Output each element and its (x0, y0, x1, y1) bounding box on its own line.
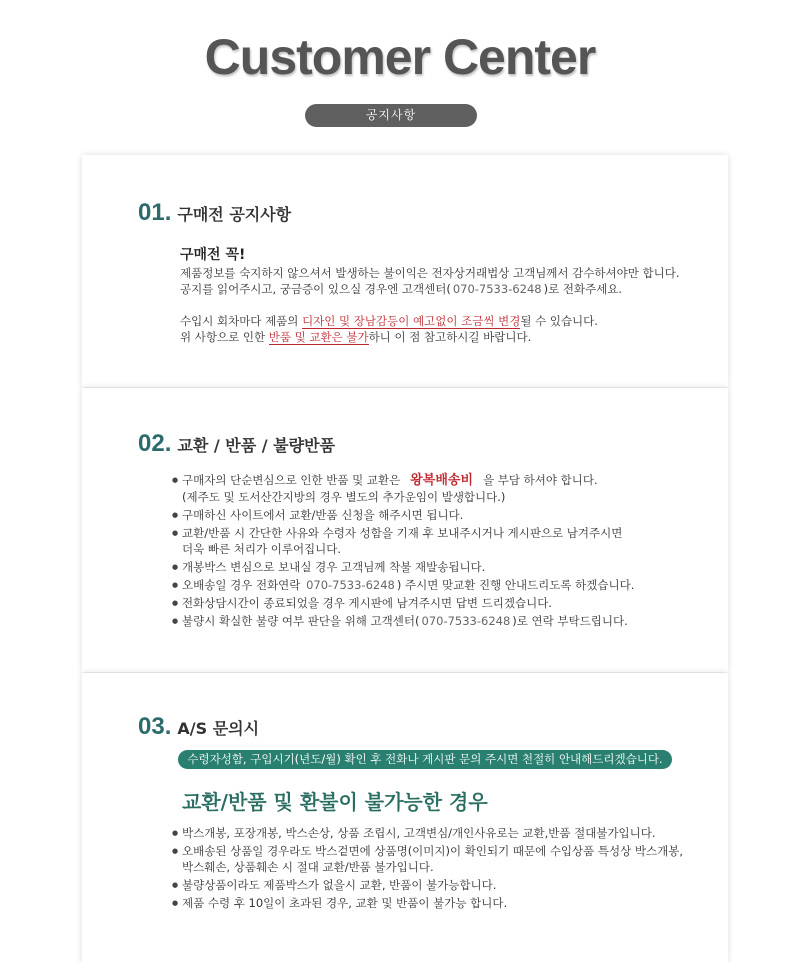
notice-text: 공지를 읽어주시고, 궁금증이 있으실 경우엔 고객센터( (180, 282, 451, 296)
list-text: 구매자의 단순변심으로 인한 반품 및 교환은 (182, 473, 401, 487)
list-item (172, 577, 634, 593)
list-item: ● 개봉박스 변심으로 보내실 경우 고객님께 착불 재발송됩니다. (172, 559, 634, 575)
list-item (172, 613, 634, 629)
notice-text: 위 사항으로 인한 (180, 330, 269, 344)
pre-purchase-notice-card (82, 155, 728, 387)
phone-number: 070-7533-6248 (452, 282, 542, 296)
list-item: ● 제품 수령 후 10일이 초과된 경우, 교환 및 반품이 불가능 합니다. (172, 895, 683, 911)
section-number: 03. (138, 713, 172, 740)
list-text: 불량시 확실한 불량 여부 판단을 위해 고객센터( (182, 614, 420, 628)
section-number: 02. (138, 430, 172, 457)
list-item (172, 472, 634, 505)
list-text: 박스훼손, 상품훼손 시 절대 교환/반품 불가입니다. (182, 860, 434, 874)
section-title: 교환 / 반품 / 불량반품 (177, 436, 335, 455)
no-return-warning: 반품 및 교환은 불가 (268, 330, 369, 344)
list-text: )로 연락 부탁드립니다. (512, 614, 628, 628)
list-text: 을 부담 하셔야 합니다. (483, 473, 598, 487)
section-title: A/S 문의시 (177, 719, 260, 738)
notice-text: 하니 이 점 참고하시길 바랍니다. (368, 330, 532, 344)
as-inquiry-card (82, 673, 728, 963)
section-heading (138, 430, 335, 458)
notice-body (180, 247, 679, 345)
list-text: 교환/반품 시 간단한 사유와 수령자 성함을 기재 후 보내주시거나 게시판으로 남겨주시면 (182, 526, 623, 540)
non-refundable-list (172, 825, 683, 913)
list-item (172, 843, 683, 875)
list-text: 더욱 빠른 처리가 이루어집니다. (182, 542, 342, 556)
exchange-policy-list (172, 472, 634, 631)
as-inquiry-banner: 수령자성함, 구입시기(년도/월) 확인 후 전화나 게시판 문의 주시면 천절히 안내해드리겠습니다. (178, 750, 672, 769)
section-title: 구매전 공지사항 (177, 205, 292, 224)
notice-line: 제품정보를 숙지하지 않으셔서 발생하는 불이익은 전자상거래법상 고객님께서 감수하셔야만 합니다. (180, 266, 680, 280)
phone-number: 070-7533-6248 (421, 614, 511, 628)
section-number: 01. (138, 199, 172, 226)
list-text: 오배송일 경우 전화연락 (182, 578, 301, 592)
exchange-return-card (82, 388, 728, 672)
list-text: (제주도 및 도서산간지방의 경우 별도의 추가운임이 발생합니다.) (182, 490, 506, 504)
non-refundable-heading: 교환/반품 및 환불이 불가능한 경우 (182, 790, 488, 814)
list-item: ● 전화상담시간이 종료되었을 경우 게시판에 남겨주시면 답변 드리겠습니다. (172, 595, 634, 611)
notice-line (180, 281, 679, 297)
list-text: ) 주시면 맞교환 진행 안내드리도록 하겠습니다. (396, 578, 635, 592)
notice-pill: 공지사항 (305, 104, 477, 127)
list-item: ● 불량상품이라도 제품박스가 없을시 교환, 반품이 불가능합니다. (172, 877, 683, 893)
notice-text: 수입시 회차마다 제품의 (180, 314, 303, 328)
list-item: ● 박스개봉, 포장개봉, 박스손상, 상품 조립시, 고객변심/개인사유로는 교환,반품 절대불가입니다. (172, 825, 683, 841)
design-change-warning: 디자인 및 장남감등이 예고없이 조금씩 변경 (302, 314, 521, 328)
notice-text: 될 수 있습니다. (520, 314, 598, 328)
phone-number: 070-7533-6248 (306, 578, 395, 592)
list-item (172, 525, 634, 557)
notice-text: )로 전화주세요. (543, 282, 623, 296)
list-text: 오배송된 상품일 경우라도 박스겉면에 상품명(이미지)이 확인되기 때문에 수입상품 특성상 박스개봉, (182, 844, 683, 858)
notice-line (180, 329, 679, 345)
round-trip-shipping-label: 왕복배송비 (410, 473, 474, 488)
list-item: ● 구매하신 사이트에서 교환/반품 신청을 해주시면 됩니다. (172, 507, 634, 523)
section-heading (138, 713, 259, 741)
page-title: Customer Center (204, 29, 596, 85)
section-heading (138, 199, 291, 227)
notice-line (180, 313, 679, 329)
notice-subtitle: 구매전 꼭! (180, 247, 246, 263)
